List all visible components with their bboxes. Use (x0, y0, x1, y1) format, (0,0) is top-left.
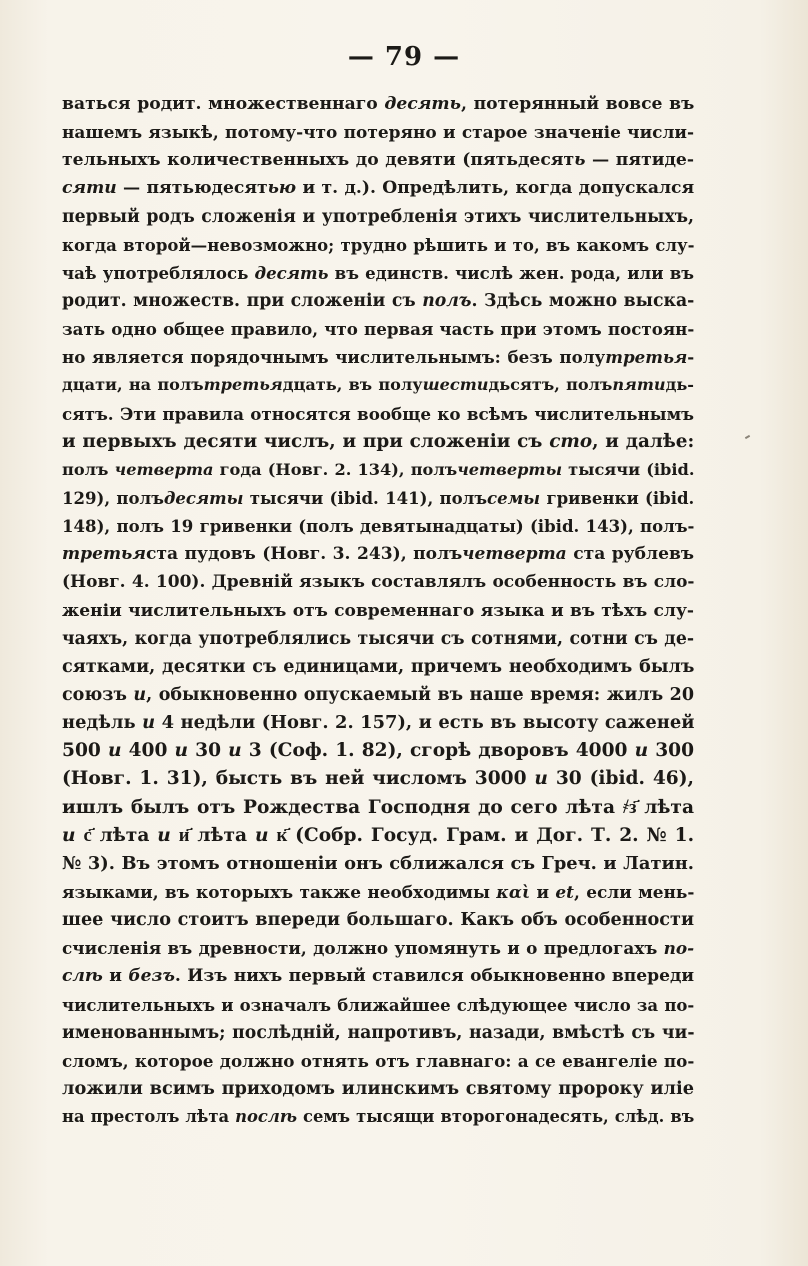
text-segment: , и далѣе: (592, 430, 694, 452)
italic-segment: и (174, 740, 189, 762)
text-segment: въ единств. числѣ жен. рода, или въ (328, 262, 694, 283)
text-segment: недѣль (62, 712, 143, 734)
text-line (62, 653, 694, 681)
text-line (62, 625, 694, 653)
italic-segment: третья (203, 375, 283, 395)
body-text (62, 90, 694, 1131)
text-segment: к҃ (Собр. Госуд. Грам. и Дог. Т. 2. № 1. (268, 824, 694, 846)
text-segment: ста рублевъ (566, 544, 694, 565)
text-segment: ваться родит. множественнаго (62, 94, 385, 114)
text-segment: - (687, 347, 694, 368)
text-segment: сятъ. Эти правила относятся вообще ко всѣмъ числительнымъ (62, 403, 694, 424)
text-segment: года (Новг. 2. 134), полъ (213, 459, 458, 479)
italic-segment: и (255, 824, 269, 846)
text-segment: 30 (188, 740, 229, 762)
page-number: — 79 — (347, 42, 461, 72)
text-segment: — пятьюдесят (116, 178, 268, 199)
text-line (62, 371, 694, 399)
text-segment: с҃ лѣта (75, 824, 158, 846)
text-line (62, 934, 694, 962)
italic-segment: шести (422, 375, 489, 395)
text-line (62, 259, 694, 287)
italic-segment: пяти (612, 375, 666, 395)
text-line (62, 709, 694, 737)
text-line (62, 315, 694, 343)
italic-segment: третья (62, 544, 146, 565)
italic-segment: полъ (422, 290, 472, 311)
text-segment: сятками, десятки съ единицами, причемъ необходимъ былъ (62, 655, 694, 677)
text-line (62, 1103, 694, 1131)
text-line (62, 484, 694, 512)
text-segment: сломъ, которое должно отнять отъ главнаго: а се евангеліе по- (62, 1050, 694, 1071)
text-segment: родит. множеств. при сложеніи съ (62, 290, 423, 311)
italic-segment: и (228, 740, 242, 762)
italic-segment: десять (384, 94, 461, 114)
italic-segment: и (142, 712, 156, 734)
text-line (62, 231, 694, 259)
text-line (62, 400, 694, 428)
text-segment: и҃ лѣта (170, 824, 256, 846)
text-segment: шее число стоитъ впереди большаго. Какъ объ особенности (62, 909, 694, 931)
text-segment: , обыкновенно опускаемый въ наше время: жилъ 20 (146, 684, 694, 705)
text-line (62, 428, 694, 456)
italic-segment: четверта (114, 459, 214, 479)
text-segment: 3 (Соф. 1. 82), сгорѣ дворовъ 4000 (241, 740, 635, 762)
italic-segment: ью (267, 178, 297, 199)
text-line (62, 287, 694, 315)
italic-segment: и (62, 824, 76, 846)
text-segment: 300 (648, 740, 694, 762)
text-line (62, 174, 694, 202)
text-line (62, 765, 694, 793)
text-segment: но является порядочнымъ числительнымъ: безъ полу (62, 347, 606, 368)
text-segment: дь- (665, 375, 694, 395)
italic-segment: и (534, 768, 548, 790)
text-line (62, 737, 694, 765)
italic-segment: и (634, 740, 649, 762)
text-line (62, 512, 694, 540)
text-segment: 400 (121, 740, 175, 762)
text-segment: ста пудовъ (Новг. 3. 243), полъ (145, 544, 463, 565)
italic-segment: семы (487, 487, 541, 508)
italic-segment: καὶ (496, 881, 531, 902)
text-segment: счисленія въ древности, должно упомянуть и о предлогахъ (62, 938, 664, 959)
text-segment: 129), полъ (62, 487, 164, 508)
text-line (62, 962, 694, 990)
italic-segment: десять (254, 262, 329, 283)
text-segment: 30 (ibid. 46), (547, 768, 694, 790)
text-segment: (Новг. 4. 100). Древній языкъ составлялъ особенность въ сло- (62, 572, 694, 593)
text-segment: дцати, на полъ (62, 375, 204, 395)
text-segment: языками, въ которыхъ также необходимы (62, 881, 497, 902)
paper-speck (745, 435, 750, 439)
italic-segment: безъ (128, 966, 175, 987)
text-segment: полъ (62, 459, 115, 479)
text-segment: № 3). Въ этомъ отношеніи онъ сближался съ Греч. и Латин. (62, 852, 694, 874)
italic-segment: десяты (163, 487, 244, 508)
italic-segment: по- (663, 938, 694, 959)
text-line (62, 597, 694, 625)
text-segment: когда второй—невозможно; трудно рѣшить и то, въ какомъ слу- (62, 234, 694, 255)
text-line (62, 146, 694, 174)
text-segment: зать одно общее правило, что первая часть при этомъ постоян- (62, 319, 694, 340)
text-segment: семъ тысящи второгонадесять, слѣд. въ (296, 1107, 694, 1127)
text-segment: 500 (62, 740, 108, 762)
text-segment: и (530, 881, 556, 902)
text-line (62, 850, 694, 878)
text-line (62, 991, 694, 1019)
text-segment: женіи числительныхъ отъ современнаго языка и въ тѣхъ слу- (62, 600, 694, 621)
text-segment: (Новг. 1. 31), бысть въ ней числомъ 3000 (62, 768, 535, 790)
text-segment: 4 недѣли (Новг. 2. 157), и есть въ высоту саженей (155, 712, 694, 734)
text-segment: союзъ (62, 684, 134, 705)
text-segment: тысячи (ibid. 141), полъ (243, 487, 487, 508)
text-line (62, 540, 694, 568)
text-line (62, 906, 694, 934)
text-segment: , потерянный вовсе въ (460, 94, 694, 114)
text-segment: тысячи (ibid. (562, 459, 694, 479)
text-line (62, 90, 694, 118)
italic-segment: et (555, 881, 574, 902)
text-segment: ложили всимъ приходомъ илинскимъ святому пророку иліе (62, 1077, 694, 1099)
text-segment: ишлъ былъ отъ Рождества Господня до сего лѣта ҂з҃ лѣта (62, 796, 694, 818)
text-segment: именованнымъ; послѣдній, напротивъ, назади, вмѣстѣ съ чи- (62, 1022, 694, 1043)
text-line (62, 878, 694, 906)
text-line (62, 343, 694, 371)
text-segment: и (102, 966, 129, 987)
text-segment: чаѣ употреблялось (62, 262, 255, 283)
italic-segment: сяти (62, 178, 117, 199)
italic-segment: четверта (462, 544, 567, 565)
italic-segment: и (133, 684, 147, 705)
text-line (62, 681, 694, 709)
italic-segment: и (107, 740, 122, 762)
text-segment: нашемъ языкѣ, потому-что потеряно и старое значеніе числи- (62, 122, 694, 143)
text-line (62, 1075, 694, 1103)
italic-segment: послѣ (235, 1107, 297, 1127)
text-segment: , если мень- (573, 881, 694, 902)
italic-segment: ь (574, 150, 586, 171)
italic-segment: сто (549, 430, 593, 452)
text-segment: и первыхъ десяти числъ, и при сложеніи съ (62, 430, 550, 452)
text-line (62, 456, 694, 484)
text-segment: первый родъ сложенія и употребленія этихъ числительныхъ, (62, 206, 694, 227)
text-line (62, 1019, 694, 1047)
text-segment: и т. д.). Опредѣлить, когда допускался (296, 178, 694, 199)
text-line (62, 568, 694, 596)
text-segment: чаяхъ, когда употреблялись тысячи съ сотнями, сотни съ де- (62, 628, 694, 649)
text-line (62, 822, 694, 850)
italic-segment: четверты (457, 459, 563, 479)
text-segment: гривенки (ibid. (540, 487, 694, 508)
text-segment: на престолъ лѣта (62, 1107, 236, 1127)
italic-segment: третья (605, 347, 688, 368)
italic-segment: и (157, 824, 171, 846)
text-line (62, 118, 694, 146)
text-line (62, 794, 694, 822)
text-segment: . Здѣсь можно выска- (471, 290, 694, 311)
text-line (62, 1047, 694, 1075)
text-segment: 148), полъ 19 гривенки (полъ девятынадцаты) (ibid. 143), полъ- (62, 516, 694, 537)
italic-segment: слѣ (62, 966, 103, 987)
text-segment: . Изъ нихъ первый ставился обыкновенно впереди (174, 966, 694, 987)
text-segment: — пятиде- (585, 150, 694, 171)
text-segment: тельныхъ количественныхъ до девяти (пятьдесят (62, 150, 575, 171)
text-line (62, 203, 694, 231)
text-segment: дьсятъ, полъ (488, 375, 613, 395)
text-segment: дцать, въ полу (282, 375, 423, 395)
text-segment: числительныхъ и означалъ ближайшее слѣдующее число за по- (62, 994, 694, 1015)
